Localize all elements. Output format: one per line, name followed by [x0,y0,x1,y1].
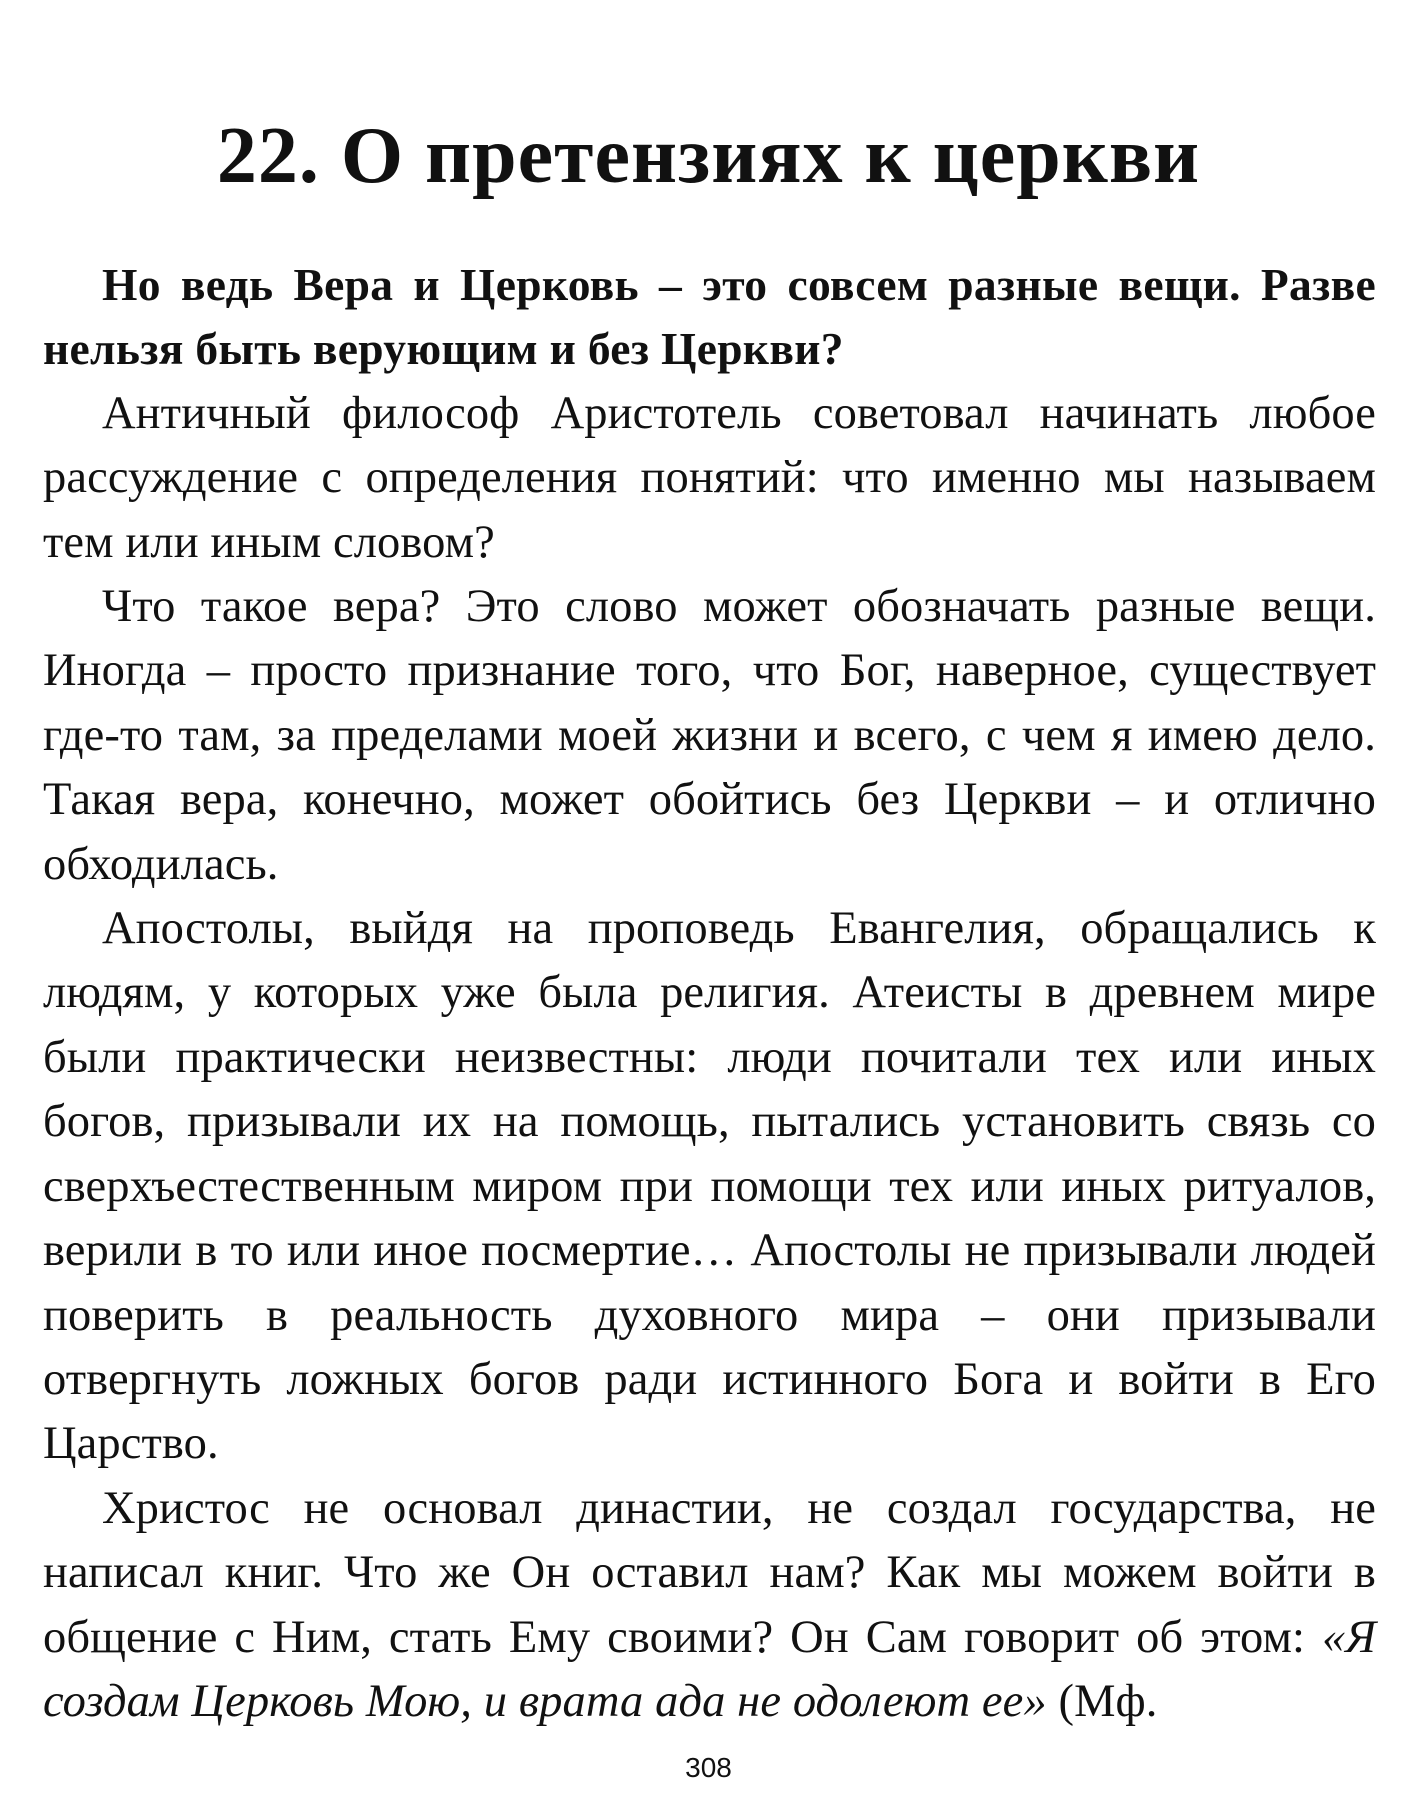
chapter-title: 22. О претензиях к церкви [216,112,1201,200]
scripture-quote: «Я создам Церковь Мою, и врата ада не одолеют ее» [43,1611,1376,1727]
body-text [43,253,1376,1734]
page-number: 308 [685,1752,732,1783]
question-paragraph: Но ведь Вера и Церковь – это совсем разные вещи. Разве нельзя быть верующим и без Церкви? [43,259,1376,375]
paragraph-christ-church [43,1477,1376,1735]
paragraph-aristotle: Античный философ Аристотель советовал начинать любое рассуждение с определения понятий: что именно мы называем тем или иным словом? [43,387,1376,568]
paragraph-apostles: Апостолы, выйдя на проповедь Евангелия, обращались к людям, у которых уже была религия. Атеисты в древнем мире были практически неизвестны: люди почитали тех или иных богов, призывали их на помощь, пытались установить связь со сверхъестественным миром при помощи тех или иных ритуалов, верили в то или иное посмертие… Апостолы не призывали людей поверить в реальность духовного мира – они призывали отвергнуть ложных богов ради истинного Бога и войти в Его Царство. [43,903,1376,1470]
paragraph-what-is-faith: Что такое вера? Это слово может обозначать разные вещи. Иногда – просто признание того, что Бог, наверное, существует где-то там, за пределами моей жизни и всего, с чем я имею дело. Такая вера, конечно, может обойтись без Церкви – и отлично обходилась. [43,581,1376,890]
scripture-reference: (Мф. [1046,1675,1158,1727]
paragraph-christ-text: Христос не основал династии, не создал государства, не написал книг. Что же Он оставил нам? Как мы можем войти в общение с Ним, стать Ему своими? Он Сам говорит об этом: [43,1482,1376,1663]
